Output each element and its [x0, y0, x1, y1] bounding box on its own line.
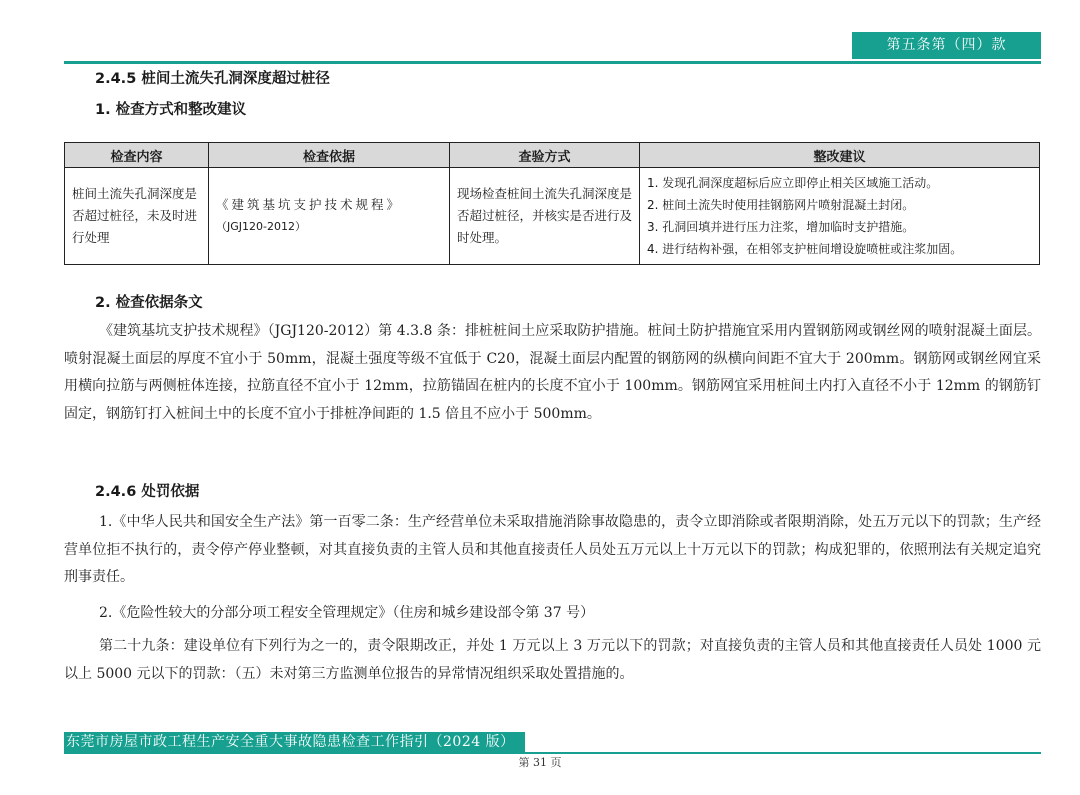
- subsection-title-inspection: 1. 检查方式和整改建议: [95, 102, 247, 118]
- penalty-paragraph-3: 第二十九条：建设单位有下列行为之一的，责令限期改正，并处 1 万元以上 3 万元以下的罚款；对直接负责的主管人员和其他直接责任人员处 1000 元以上 5000 元以下的罚款：（五）未对第三方监测单位报告的异常情况组织采取处置措施的。: [64, 638, 1041, 682]
- basis-standard-name: 《建筑基坑支护技术规程》: [216, 197, 403, 212]
- header-divider: [64, 61, 1041, 64]
- suggestion-item: 1. 发现孔洞深度超标后应立即停止相关区域施工活动。: [647, 176, 939, 190]
- suggestion-item: 3. 孔洞回填并进行压力注浆，增加临时支护措施。: [647, 220, 915, 234]
- header-cell-method: 查验方式: [450, 143, 640, 168]
- section-title: 2.4.5 桩间土流失孔洞深度超过桩径: [95, 71, 330, 87]
- header-cell-basis: 检查依据: [209, 143, 450, 168]
- cell-content: 桩间土流失孔洞深度是否超过桩径，未及时进行处理: [65, 168, 209, 265]
- suggestion-item: 2. 桩间土流失时使用挂钢筋网片喷射混凝土封闭。: [647, 198, 915, 212]
- basis-standard-code: （JGJ120-2012）: [216, 220, 306, 233]
- inspection-table: [64, 142, 1040, 265]
- clause-paragraph: 《建筑基坑支护技术规程》（JGJ120-2012）第 4.3.8 条：排桩桩间土应采取防护措施。桩间土防护措施宜采用内置钢筋网或钢丝网的喷射混凝土面层。喷射混凝土面层的厚度不宜小于 50mm，混凝土强度等级不宜低于 C20，混凝土面层内配置的钢筋网的纵横向间距不宜大于 200mm。钢筋网或钢丝网宜采用横向拉筋与两侧桩体连接，拉筋直径不宜小于 12mm，拉筋锚固在桩内的长度不宜小于 100mm。钢筋网宜采用桩间土内打入直径不小于 12mm 的钢筋钉固定，钢筋钉打入桩间土中的长度不宜小于排桩净间距的 1.5 倍且不应小于 500mm。: [64, 323, 1041, 422]
- penalty-paragraph-2: 2.《危险性较大的分部分项工程安全管理规定》（住房和城乡建设部令第 37 号）: [99, 605, 595, 621]
- page-number: 第 31 页: [518, 756, 562, 769]
- cell-basis: [209, 168, 450, 265]
- penalty-title: 2.4.6 处罚依据: [95, 484, 200, 500]
- subsection-title-clause: 2. 检查依据条文: [95, 295, 203, 311]
- footer-document-title: 东莞市房屋市政工程生产安全重大事故隐患检查工作指引（2024 版）: [64, 732, 525, 752]
- header-cell-suggestion: 整改建议: [640, 143, 1040, 168]
- cell-method: 现场检查桩间土流失孔洞深度是否超过桩径，并核实是否进行及时处理。: [450, 168, 640, 265]
- chapter-tag: 第五条第（四）款: [852, 32, 1041, 59]
- penalty-paragraph-1: 1.《中华人民共和国安全生产法》第一百零二条：生产经营单位未采取措施消除事故隐患的，责令立即消除或者限期消除，处五万元以下的罚款；生产经营单位拒不执行的，责令停产停业整顿，对其直接负责的主管人员和其他直接责任人员处五万元以上十万元以下的罚款；构成犯罪的，依照刑法有关规定追究刑事责任。: [64, 514, 1041, 585]
- cell-suggestions: [640, 168, 1040, 265]
- table-header-row: [65, 143, 1040, 168]
- table-row: [65, 168, 1040, 265]
- suggestion-item: 4. 进行结构补强，在相邻支护桩间增设旋喷桩或注浆加固。: [647, 242, 963, 256]
- header-cell-content: 检查内容: [65, 143, 209, 168]
